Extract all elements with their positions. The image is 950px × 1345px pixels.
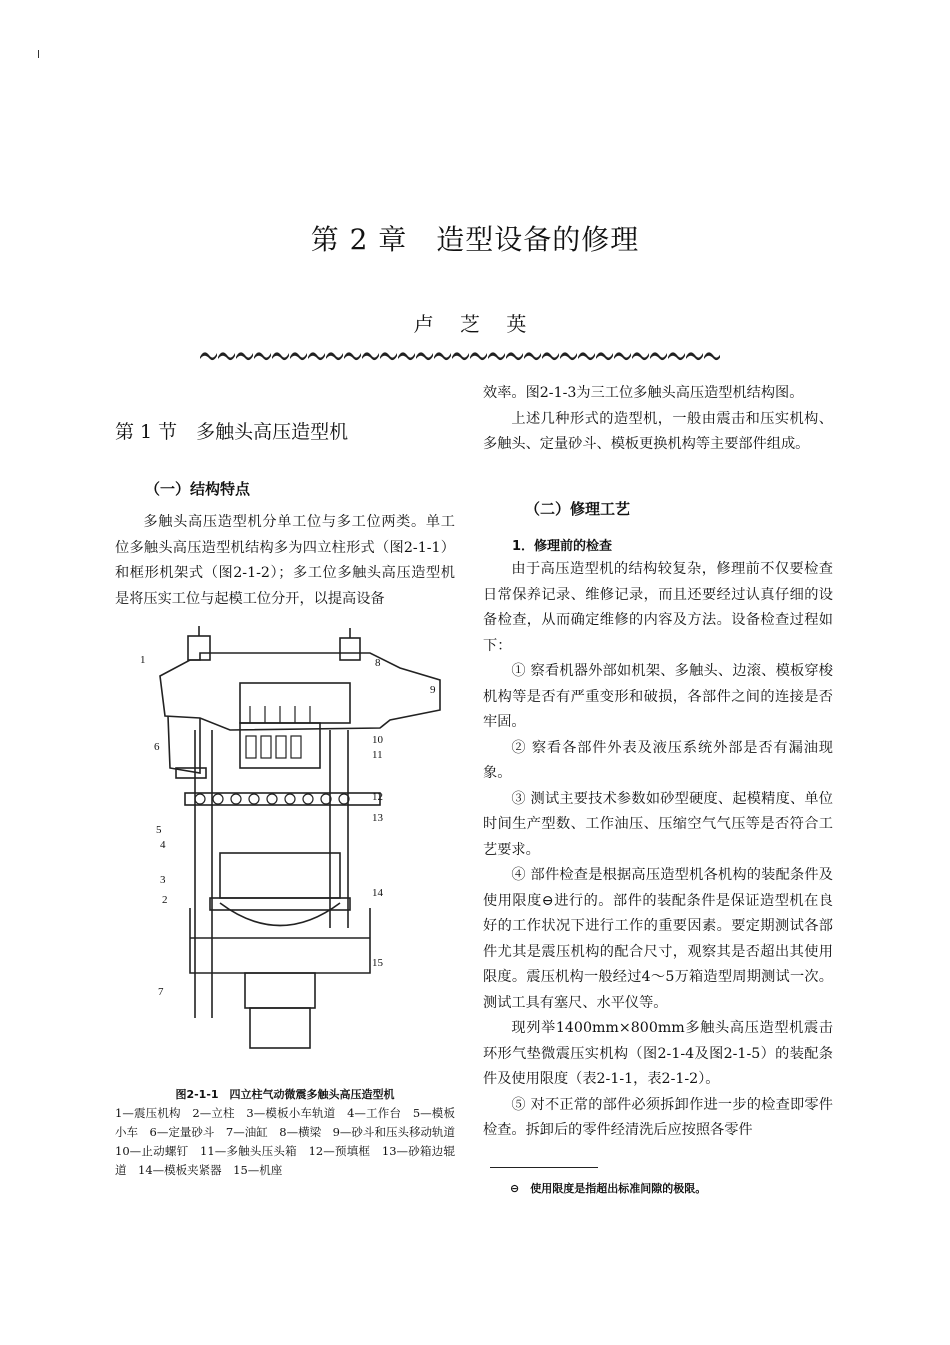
ornament-glyph (650, 352, 667, 360)
ornament-glyph (380, 352, 397, 360)
ornament-glyph (596, 352, 613, 360)
ornament-glyph (524, 352, 541, 360)
ornament-glyph (416, 352, 433, 360)
paragraph-components: 上述几种形式的造型机，一般由震击和压实机构、多触头、定量砂斗、模板更换机构等主要部件组成。 (483, 410, 833, 452)
item-1: ① 察看机器外部如机架、多触头、边滚、模板穿梭机构等是否有严重变形和破损，各部件之间的连接是否牢固。 (483, 663, 833, 730)
ornament-glyph (362, 352, 379, 360)
scan-mark (38, 50, 39, 58)
ornament-glyph (272, 352, 289, 360)
label-12: 12 (372, 791, 383, 803)
ornament-glyph (668, 352, 685, 360)
label-9: 9 (430, 684, 436, 696)
label-7: 7 (158, 986, 164, 998)
ornament-glyph (218, 352, 235, 360)
label-8: 8 (375, 657, 381, 669)
chapter-title: 第 2 章 造型设备的修理 (310, 223, 640, 256)
ornament-glyph (686, 352, 703, 360)
ornament-glyph (290, 352, 307, 360)
label-6: 6 (154, 741, 160, 753)
label-14: 14 (372, 887, 383, 899)
paragraph-intro (115, 510, 455, 612)
label-1: 1 (140, 654, 146, 666)
ornament-glyph (470, 352, 487, 360)
ornament-glyph (308, 352, 325, 360)
ornament-glyph (254, 352, 271, 360)
figure-caption-title: 图2-1-1 四立柱气动微震多触头高压造型机 (175, 1088, 395, 1101)
item-3: ③ 测试主要技术参数如砂型硬度、起模精度、单位时间生产型数、工作油压、压缩空气气压等是否符合工艺要求。 (483, 790, 833, 858)
ornament-glyph (344, 352, 361, 360)
footnote: ⊖ 使用限度是指超出标准间隙的极限。 (510, 1182, 707, 1195)
ornament-glyph (398, 352, 415, 360)
top-cylinder-left (188, 636, 210, 660)
ornament-glyph (542, 352, 559, 360)
item-4: ④ 部件检查是根据高压造型机各机构的装配条件及使用限度⊖进行的。部件的装配条件是保证造型机在良好的工作状况下进行工作的重要因素。要定期测试各部件尤其是震压机构的配合尺寸，观察其是否超出其使用限度。震压机构一般经过4～5万箱造型周期测试一次。测试工具有塞尺、水平仪等。 (483, 867, 833, 1011)
subsection-title-repair: （二）修理工艺 (525, 500, 631, 518)
ornament-glyph (614, 352, 631, 360)
paragraph-continued: 效率。图2-1-3为三工位多触头高压造型机结构图。 (483, 385, 804, 401)
ornament-glyph (578, 352, 595, 360)
ornament-glyph (326, 352, 343, 360)
ornament-glyph (632, 352, 649, 360)
machine-diagram (140, 618, 470, 1058)
label-15: 15 (372, 957, 383, 969)
label-2: 2 (162, 894, 168, 906)
right-column (483, 381, 833, 458)
author: 卢 芝 英 (413, 312, 537, 336)
label-5: 5 (156, 824, 162, 836)
label-11: 11 (372, 749, 383, 761)
subsection-title-structure: （一）结构特点 (145, 480, 251, 498)
ornament-divider (200, 347, 720, 363)
sub-sub-title-inspection: 1．修理前的检查 (512, 539, 613, 554)
label-3: 3 (160, 874, 166, 886)
paragraph-example: 现列举1400mm×800mm多触头高压造型机震击环形气垫微震压实机构（图2-1-4及图2-1-5）的装配条件及使用限度（表2-1-1，表2-1-2）。 (483, 1020, 833, 1087)
ornament-glyph (434, 352, 451, 360)
ornament-glyph (560, 352, 577, 360)
paragraph-inspection: 由于高压造型机的结构较复杂，修理前不仅要检查日常保养记录、维修记录，而且还要经过认真仔细的设备检查，从而确定维修的内容及方法。设备检查过程如下： (483, 561, 833, 654)
figure-caption (115, 1085, 467, 1180)
right-column-body (483, 557, 833, 1144)
label-4: 4 (160, 839, 166, 851)
item-2: ② 察看各部件外表及液压系统外部是否有漏油现象。 (483, 739, 833, 781)
ornament-glyph (452, 352, 469, 360)
label-13: 13 (372, 812, 383, 824)
ornament-glyph (236, 352, 253, 360)
ornament-glyph (488, 352, 505, 360)
figure-legend: 1—震压机构 2—立柱 3—模板小车轨道 4—工作台 5—模板小车 6—定量砂斗 7—油缸 8—横梁 9—砂斗和压头移动轨道 10—止动螺钉 11—多触头压头箱 12—预填框 13—砂箱边辊道 14—模板夹紧器 15—机座 (115, 1106, 467, 1177)
item-5: ⑤ 对不正常的部件必须拆卸作进一步的检查即零件检查。拆卸后的零件经清洗后应按照各零件 (483, 1096, 833, 1138)
paragraph-text: 多触头高压造型机分单工位与多工位两类。单工位多触头高压造型机结构多为四立柱形式（图2-1-1）和框形机架式（图2-1-2）；多工位多触头高压造型机是将压实工位与起模工位分开，以提高设备 (115, 514, 455, 607)
label-10: 10 (372, 734, 383, 746)
ornament-glyph (704, 352, 720, 360)
top-cylinder-right (340, 638, 360, 660)
ornament-glyph (200, 352, 217, 360)
ornament-glyph (506, 352, 523, 360)
crossbeam-shape (160, 653, 440, 730)
section-title: 第 1 节 多触头高压造型机 (115, 421, 349, 443)
footnote-rule (490, 1167, 598, 1168)
